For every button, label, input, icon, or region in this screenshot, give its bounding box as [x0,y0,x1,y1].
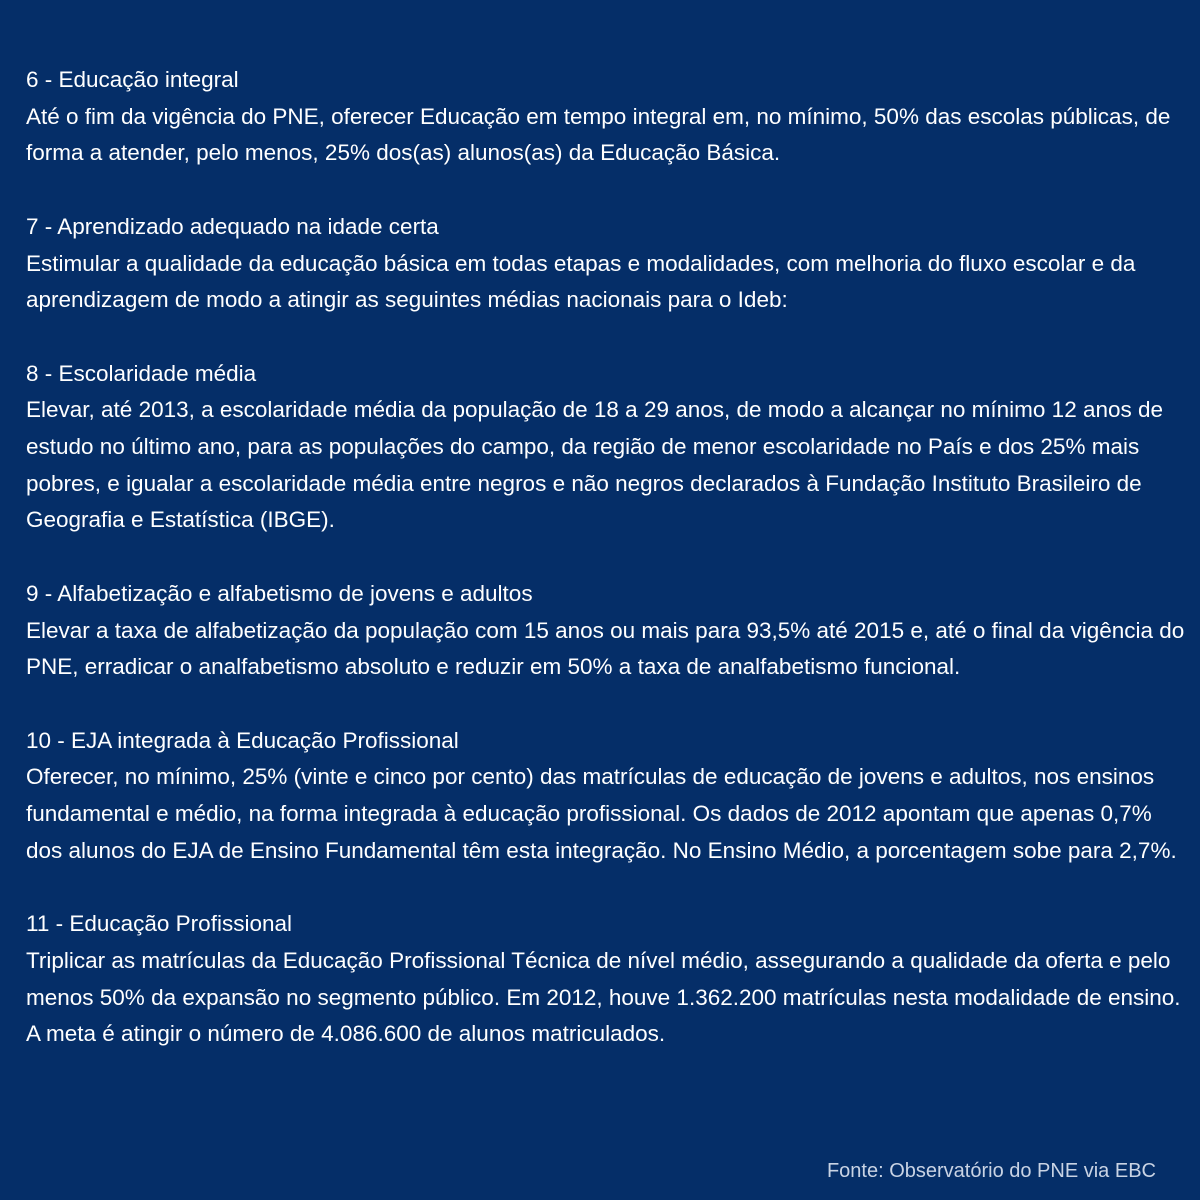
goal-7-description: Estimular a qualidade da educação básica em todas etapas e modalidades, com melhoria do fluxo escolar e da aprendizagem de modo a atingir as seguintes médias nacionais para o Ideb: [26,250,1136,313]
goal-11-title: 11 - Educação Profissional [26,911,292,937]
goal-8 [26,356,1194,540]
goal-9-description: Elevar a taxa de alfabetização da população com 15 anos ou mais para 93,5% até 2015 e, até o final da vigência do PNE, erradicar o analfabetismo absoluto e reduzir em 50% a taxa de analfabetismo funcional. [26,617,1185,680]
goal-6-description: Até o fim da vigência do PNE, oferecer Educação em tempo integral em, no mínimo, 50% das escolas públicas, de forma a atender, pelo menos, 25% dos(as) alunos(as) da Educação Básica. [26,103,1171,166]
goal-10-description: Oferecer, no mínimo, 25% (vinte e cinco por cento) das matrículas de educação de jovens e adultos, nos ensinos fundamental e médio, na forma integrada à educação profissional. Os dados de 2012 apontam que apenas 0,7% dos alunos do EJA de Ensino Fundamental têm esta integração. No Ensino Médio, a porcentagem sobe para 2,7%. [26,764,1177,863]
goal-7-title: 7 - Aprendizado adequado na idade certa [26,213,439,239]
goal-9-title: 9 - Alfabetização e alfabetismo de jovens e adultos [26,580,533,606]
goal-10 [26,723,1194,870]
goal-6 [26,62,1194,172]
goals-document [26,62,1194,1090]
source-credit: Fonte: Observatório do PNE via EBC [826,1160,1156,1182]
goal-7 [26,209,1194,319]
goal-10-title: 10 - EJA integrada à Educação Profissional [26,727,459,753]
goal-11 [26,906,1194,1053]
goal-6-title: 6 - Educação integral [26,67,239,92]
goal-8-title: 8 - Escolaridade média [26,360,257,386]
goal-8-description: Elevar, até 2013, a escolaridade média da população de 18 a 29 anos, de modo a alcançar no mínimo 12 anos de estudo no último ano, para as populações do campo, da região de menor escolaridade no País e dos 25% mais pobres, e igualar a escolaridade média entre negros e não negros declarados à Fundação Instituto Brasileiro de Geografia e Estatística (IBGE). [26,397,1164,533]
goal-11-description: Triplicar as matrículas da Educação Profissional Técnica de nível médio, assegurando a qualidade da oferta e pelo menos 50% da expansão no segmento público. Em 2012, houve 1.362.200 matrículas nesta modalidade de ensino. A meta é atingir o número de 4.086.600 de alunos matriculados. [26,947,1181,1047]
goal-9 [26,576,1194,686]
